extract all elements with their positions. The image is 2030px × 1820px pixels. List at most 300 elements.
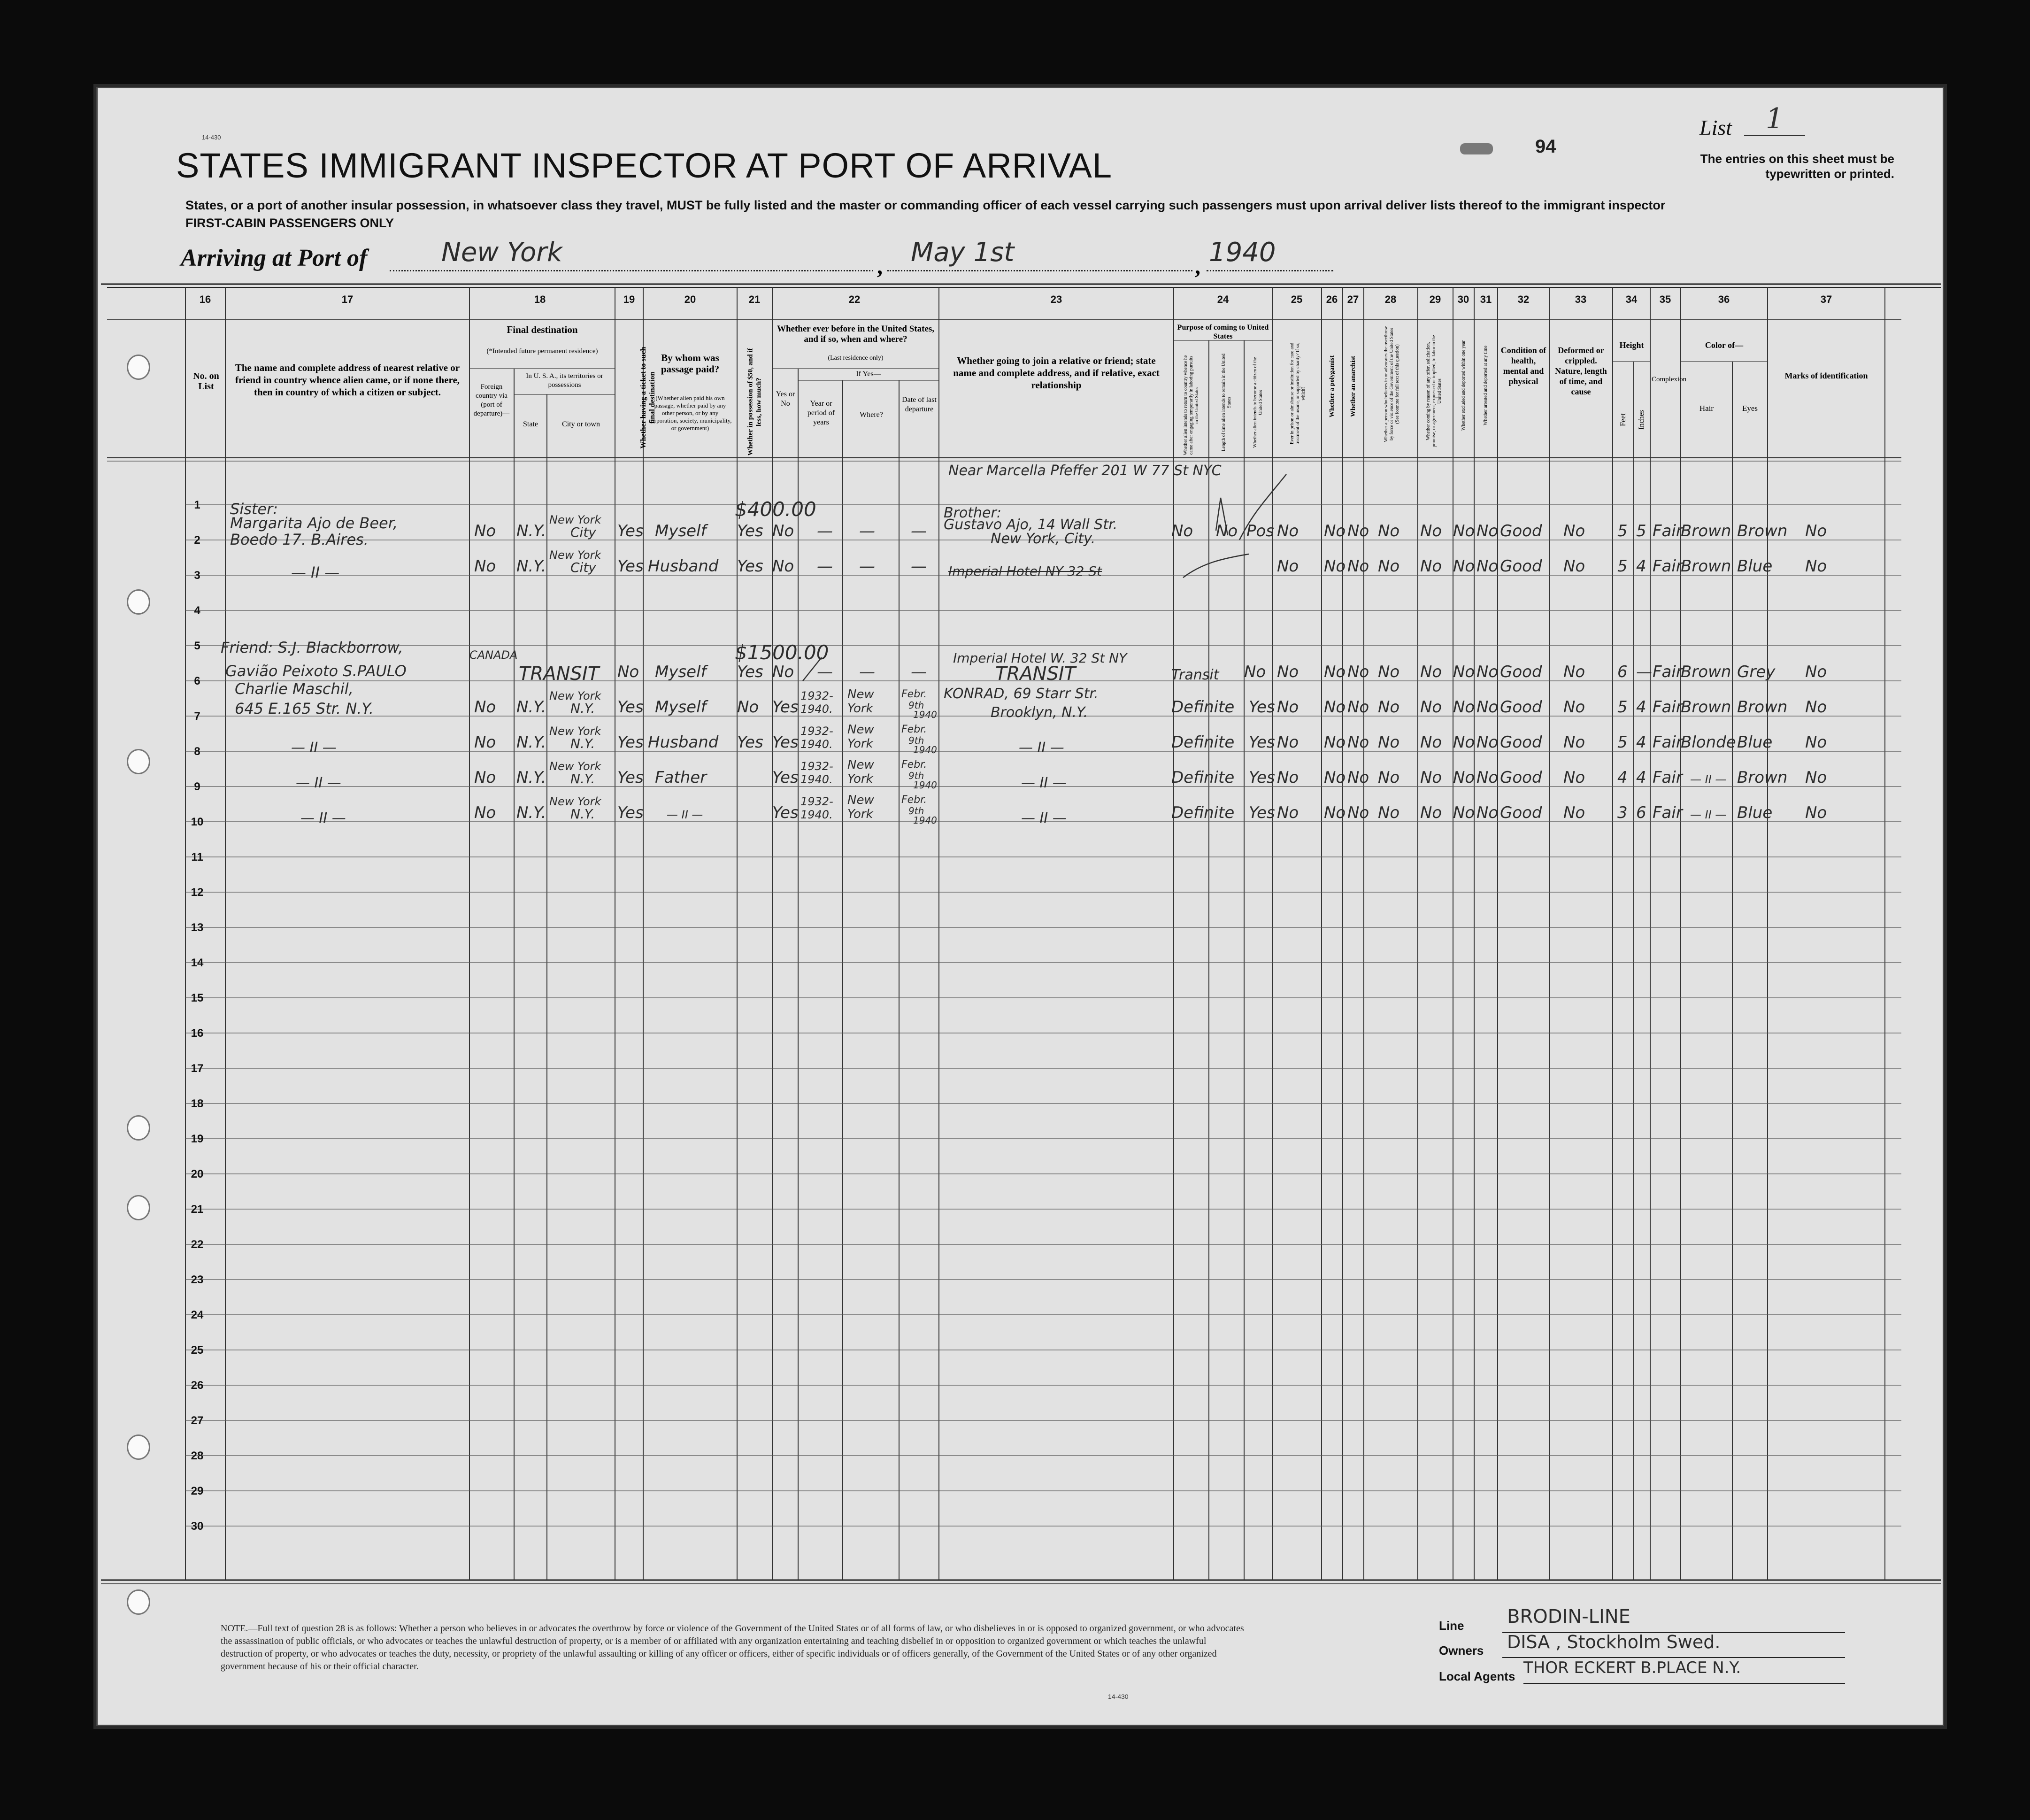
date-value: May 1st	[911, 237, 1015, 268]
col-30-header: Whether excluded and deported within one year	[1461, 340, 1466, 431]
col-36-header: Color of—	[1705, 340, 1744, 350]
row2-cell: No	[1563, 522, 1585, 540]
column-number: 23	[1050, 293, 1062, 305]
row2-money: $400.00	[735, 498, 816, 521]
row8-cell: No	[1563, 733, 1585, 752]
row-number: 12	[191, 886, 204, 899]
col-27-header: Whether an anarchist	[1350, 355, 1357, 417]
row6-cell: No	[1277, 663, 1299, 681]
row9-cell: Febr.	[901, 759, 927, 771]
row3-cell: 4	[1636, 557, 1646, 576]
row9-cell: — II —	[1690, 773, 1727, 786]
row6-cell: —	[1636, 663, 1652, 681]
row9-cell: Father	[655, 768, 707, 787]
row10-cell: No	[474, 803, 496, 822]
col-33-header: Deformed or crippled. Nature, length of time, and cause	[1555, 346, 1607, 396]
row-number: 7	[194, 710, 200, 723]
col-18-city: City or town	[562, 420, 600, 428]
row-number: 25	[191, 1344, 204, 1357]
row2-join-address: New York, City.	[991, 531, 1096, 547]
column-number: 18	[534, 293, 546, 305]
row1-note: Near Marcella Pfeffer 201 W 77 St NYC	[948, 463, 1222, 479]
row8-cell: Yes	[737, 733, 763, 752]
row8-cell: 9th	[908, 735, 924, 746]
column-number: 20	[684, 293, 696, 305]
col-36-hair: Hair	[1699, 404, 1714, 413]
row9-cell: No	[1324, 768, 1346, 787]
row-number: 28	[191, 1450, 204, 1462]
row8-cell: No	[1420, 733, 1442, 752]
row-number: 5	[194, 640, 200, 652]
column-number: 33	[1575, 293, 1587, 305]
row10-cell: York	[847, 807, 873, 821]
row10-cell: N.Y.	[570, 806, 595, 822]
row2-cell: Brown	[1681, 522, 1731, 540]
column-number: 25	[1291, 293, 1303, 305]
col-22-where: Where?	[860, 411, 883, 419]
column-number: 21	[748, 293, 761, 305]
row3-cell: City	[570, 560, 596, 575]
column-number: 34	[1625, 293, 1638, 305]
row-number: 23	[191, 1273, 204, 1286]
col-22-header: Whether ever before in the United States, and if so, when and where?	[777, 324, 935, 344]
row3-cell: Fair	[1653, 557, 1683, 576]
row-number: 6	[194, 675, 200, 687]
row6-cell: Yes	[737, 663, 763, 681]
page-title: STATES IMMIGRANT INSPECTOR AT PORT OF ARRIVAL	[176, 146, 1113, 185]
row7-cell: No	[737, 698, 759, 717]
row8-cell: N.Y.	[516, 733, 546, 752]
row3-cell: —	[859, 557, 875, 576]
row3-cell: N.Y.	[516, 557, 546, 576]
line-label: Line	[1439, 1619, 1464, 1633]
column-number: 24	[1217, 293, 1229, 305]
row8-cell: No	[1324, 733, 1346, 752]
footnote-question-28: NOTE.—Full text of question 28 is as follows: Whether a person who believes in or advocates the overthrow by force or violence of the Government of the United States or of all forms of law, or who disbelieves in or is opposed to organized government, or who advocates the assassination of public officials, or who advocates or teaches the unlawful destruction of property, or is a member of or affiliated with any organization entertaining and teaching disbelief in or opposition to organized government or which teaches the unlawful destruction of property, or who advocates or teaches the duty, necessity, or propriety of the unlawful assaulting or killing of any officer or officers, either of specific individuals or of officers generally, of the Government of the United States or of any other organized government because of his or their official character.	[221, 1623, 1244, 1672]
row10-cell: 3	[1617, 803, 1628, 822]
row7-cell: New	[847, 687, 874, 702]
row9-cell: 1940	[913, 779, 937, 791]
row7-cell: Yes	[772, 698, 799, 717]
row3-relative: — II —	[291, 563, 340, 581]
row-number: 14	[191, 956, 204, 969]
row8-cell: York	[847, 737, 873, 751]
row6-cell: Fair	[1653, 663, 1683, 681]
row9-cell: Fair	[1653, 768, 1683, 787]
row-number: 9	[194, 780, 200, 793]
row7-cell: York	[847, 702, 873, 716]
row7-cell: No	[1277, 698, 1299, 717]
row10-cell: No	[1453, 803, 1475, 822]
row3-cell: No	[1453, 557, 1475, 576]
row-number: 17	[191, 1062, 204, 1075]
row7-cell: No	[1347, 698, 1369, 717]
row9-cell: New York	[549, 760, 601, 773]
row10-cell: Definite	[1171, 803, 1235, 822]
row10-cell: 6	[1636, 803, 1646, 822]
row2-cell: —	[911, 522, 927, 540]
owners-value: DISA , Stockholm Swed.	[1507, 1632, 1721, 1652]
row7-cell: Febr.	[901, 688, 927, 700]
row-number: 27	[191, 1414, 204, 1427]
row3-cell: Brown	[1681, 557, 1731, 576]
row10-cell: Febr.	[901, 794, 927, 806]
column-number: 37	[1820, 293, 1832, 305]
row6-cell: 6	[1617, 663, 1628, 681]
row-number: 20	[191, 1168, 204, 1180]
port-value: New York	[441, 237, 562, 268]
row2-cell: No	[1805, 522, 1827, 540]
row7-cell: Brown	[1681, 698, 1731, 717]
row8-cell: Febr.	[901, 724, 927, 735]
row2-join-name: Gustavo Ajo, 14 Wall Str.	[944, 517, 1118, 533]
row6-cell: Good	[1500, 663, 1542, 681]
row8-cell: Blue	[1737, 733, 1773, 752]
row7-cell: Brown	[1737, 698, 1788, 717]
row10-join: — II —	[1021, 810, 1067, 826]
row7-cell: 1940	[913, 709, 937, 720]
year-value: 1940	[1209, 237, 1276, 268]
row9-cell: New	[847, 758, 874, 772]
row2-cell: —	[817, 522, 833, 540]
row10-cell: New York	[549, 795, 601, 808]
row3-cell: —	[817, 557, 833, 576]
col-22-yesno: Yes or No	[776, 390, 795, 408]
col-34-feet: Feet	[1619, 413, 1627, 426]
row-number: 8	[194, 745, 200, 758]
row8-cell: 5	[1617, 733, 1628, 752]
col-18-state: State	[523, 420, 538, 428]
row2-cell: No	[1453, 522, 1475, 540]
row7-cell: New York	[549, 689, 601, 702]
row9-cell: Yes	[1249, 768, 1275, 787]
row2-cell: —	[859, 522, 875, 540]
row8-cell: Blonde	[1681, 733, 1736, 752]
row9-cell: Brown	[1737, 768, 1788, 787]
row2-cell: No	[1277, 522, 1299, 540]
row6-destination: TRANSIT	[519, 663, 600, 685]
row6-cell: No	[772, 663, 794, 681]
col-23-header: Whether going to join a relative or friend; state name and complete address, and if relative, exact relationship	[953, 355, 1160, 391]
row8-cell: No	[1453, 733, 1475, 752]
row10-cell: — II —	[667, 808, 703, 821]
row6-cell: —	[817, 663, 833, 681]
row7-cell: No	[1476, 698, 1499, 717]
col-24a: Whether alien intends to return to country whence he came after engaging temporarily in laboring pursuits in the United States	[1183, 355, 1200, 455]
row9-cell: 4	[1617, 768, 1628, 787]
row6-cell: —	[859, 663, 875, 681]
row9-cell: 1932-	[800, 760, 833, 773]
row2-relative-label: Sister:	[230, 500, 278, 518]
col-22-sub: (Last residence only)	[828, 355, 884, 362]
row7-cell: 4	[1636, 698, 1646, 717]
row9-cell: 1940.	[800, 773, 833, 786]
row2-cell: Good	[1500, 522, 1542, 540]
col-18-sub: (*Intended future permanent residence)	[486, 347, 598, 355]
row-number: 13	[191, 921, 204, 934]
row2-cell: Pos	[1246, 522, 1275, 540]
col-36-eyes: Eyes	[1742, 404, 1758, 413]
col-26-header: Whether a polygamist	[1329, 355, 1336, 417]
row9-cell: Good	[1500, 768, 1542, 787]
row2-cell: Fair	[1653, 522, 1683, 540]
row6-cell: No	[1563, 663, 1585, 681]
row3-cell: No	[1324, 557, 1346, 576]
row2-cell: N.Y.	[516, 522, 546, 540]
row-number: 29	[191, 1485, 204, 1497]
row3-cell: New York	[549, 548, 601, 562]
row7-join-name: KONRAD, 69 Starr Str.	[944, 686, 1099, 702]
row7-cell: 1940.	[800, 702, 833, 716]
row8-cell: Definite	[1171, 733, 1235, 752]
entries-note: The entries on this sheet must be typewritten or printed.	[1700, 152, 1894, 181]
row8-cell: New	[847, 723, 874, 737]
col-28-header: Whether a person who believes in or advocates the overthrow by force or violence of the Government of the United States (See footnote for full text of this question)	[1384, 326, 1400, 442]
row5-money: $1500.00	[735, 641, 829, 664]
row8-cell: No	[474, 733, 496, 752]
form-number-bottom: 14-430	[1108, 1693, 1129, 1700]
row2-cell: Yes	[737, 522, 763, 540]
row2-cell: No	[474, 522, 496, 540]
col-24b: Length of time alien intends to remain in the United States	[1221, 354, 1232, 452]
row-number: 16	[191, 1027, 204, 1040]
row2-cell: No	[1378, 522, 1400, 540]
row10-cell: No	[1277, 803, 1299, 822]
row9-cell: No	[474, 768, 496, 787]
row8-cell: Yes	[1249, 733, 1275, 752]
row3-cell: No	[1378, 557, 1400, 576]
col-37-header: Marks of identification	[1784, 371, 1868, 380]
row3-cell: Yes	[617, 557, 644, 576]
col-19-header: Whether having a ticket to such final destination	[639, 347, 656, 449]
col-22-period: Year or period of years	[807, 400, 835, 426]
row8-cell: No	[1378, 733, 1400, 752]
row6-cell: No	[1420, 663, 1442, 681]
row10-cell: No	[1324, 803, 1346, 822]
agents-label: Local Agents	[1439, 1669, 1515, 1683]
row3-cell: Blue	[1737, 557, 1773, 576]
row7-relative-address: 645 E.165 Str. N.Y.	[235, 700, 374, 717]
row-number: 21	[191, 1203, 204, 1216]
row-number: 19	[191, 1133, 204, 1145]
row10-cell: New	[847, 793, 874, 807]
row10-cell: Yes	[617, 803, 644, 822]
row3-cell: No	[1476, 557, 1499, 576]
row2-join-label: Brother:	[944, 505, 1001, 521]
row7-cell: 5	[1617, 698, 1628, 717]
row2-cell: City	[570, 524, 596, 540]
row9-cell: No	[1277, 768, 1299, 787]
row7-cell: No	[1324, 698, 1346, 717]
owners-label: Owners	[1439, 1643, 1484, 1658]
row7-cell: Yes	[1249, 698, 1275, 717]
row-number: 2	[194, 534, 200, 547]
row3-cell: No	[1420, 557, 1442, 576]
row2-cell: 5	[1617, 522, 1628, 540]
row6-cell: No	[1453, 663, 1475, 681]
row7-cell: No	[1453, 698, 1475, 717]
row6-relative: Gavião Peixoto S.PAULO	[225, 662, 407, 680]
row9-cell: No	[1378, 768, 1400, 787]
row10-cell: Blue	[1737, 803, 1773, 822]
row8-cell: 1940.	[800, 738, 833, 751]
row-number: 3	[194, 569, 200, 582]
col-17-header: The name and complete address of nearest relative or friend in country whence alien came, or if none there, then in country of which a citizen or subject.	[235, 362, 460, 398]
column-number: 27	[1347, 293, 1359, 305]
row10-cell: 1940	[913, 815, 937, 826]
line-value: BRODIN-LINE	[1507, 1606, 1630, 1627]
column-number: 32	[1517, 293, 1530, 305]
row7-cell: N.Y.	[570, 701, 595, 716]
row6-cell: No	[1244, 663, 1266, 681]
row10-cell: Yes	[1249, 803, 1275, 822]
col-34-inches: Inches	[1638, 410, 1646, 430]
row6-foreign: CANADA	[469, 648, 518, 662]
row9-cell: No	[1563, 768, 1585, 787]
row8-join: — II —	[1019, 740, 1064, 756]
row6-join: TRANSIT	[995, 663, 1076, 685]
row8-cell: Fair	[1653, 733, 1683, 752]
column-number: 19	[623, 293, 635, 305]
row7-relative-name: Charlie Maschil,	[235, 680, 354, 698]
row8-cell: Husband	[648, 733, 719, 752]
row6-cell: No	[1805, 663, 1827, 681]
arriving-label: Arriving at Port of	[181, 245, 368, 271]
row7-cell: No	[1563, 698, 1585, 717]
row3-cell: No	[1277, 557, 1299, 576]
row3-cell: No	[1805, 557, 1827, 576]
col-29-header: Whether coming by reason of any offer, solicitation, promise, or agreement, expressed or implied, to labor in the United States	[1426, 335, 1442, 447]
col-18-header: Final destination	[507, 324, 578, 335]
row8-cell: Yes	[772, 733, 799, 752]
row7-cell: 1932-	[800, 689, 833, 702]
row-number: 1	[194, 499, 200, 511]
row3-cell: Good	[1500, 557, 1542, 576]
col-21-header: Whether in possession of $50, and if less, how much?	[746, 348, 763, 456]
row8-cell: Good	[1500, 733, 1542, 752]
row8-cell: N.Y.	[570, 736, 595, 751]
column-number: 30	[1457, 293, 1469, 305]
row7-cell: Good	[1500, 698, 1542, 717]
row3-cell: Yes	[737, 557, 763, 576]
row9-cell: 4	[1636, 768, 1646, 787]
list-label: List	[1699, 116, 1732, 139]
row-number: 24	[191, 1309, 204, 1321]
row8-cell: No	[1347, 733, 1369, 752]
row9-cell: N.Y.	[516, 768, 546, 787]
row6-cell: Brown	[1681, 663, 1731, 681]
row9-cell: Definite	[1171, 768, 1235, 787]
row7-cell: N.Y.	[516, 698, 546, 717]
row7-cell: No	[1378, 698, 1400, 717]
row10-cell: 1940.	[800, 808, 833, 821]
row8-cell: No	[1476, 733, 1499, 752]
col-22-date: Date of last departure	[902, 396, 937, 413]
row9-cell: No	[1453, 768, 1475, 787]
row6-purpose: Transit	[1171, 667, 1219, 683]
column-number: 22	[848, 293, 861, 305]
row7-cell: Yes	[617, 698, 644, 717]
class-label: FIRST-CABIN PASSENGERS ONLY	[185, 216, 394, 230]
row3-cell: No	[474, 557, 496, 576]
row2-cell: 5	[1636, 522, 1646, 540]
row-number: 26	[191, 1379, 204, 1392]
col-22-ifyes: If Yes—	[856, 370, 881, 378]
row2-cell: New York	[549, 513, 601, 526]
agents-value: THOR ECKERT B.PLACE N.Y.	[1523, 1658, 1741, 1677]
row-number: 15	[191, 992, 204, 1004]
row6-cell: Grey	[1737, 663, 1776, 681]
column-number: 31	[1480, 293, 1492, 305]
row3-cell: 5	[1617, 557, 1628, 576]
column-number: 17	[341, 293, 354, 305]
row9-cell: No	[1805, 768, 1827, 787]
column-number: 28	[1384, 293, 1397, 305]
row8-cell: No	[1277, 733, 1299, 752]
row2-cell: No	[1347, 522, 1369, 540]
row6-cell: Myself	[655, 663, 707, 681]
col-31-header: Whether arrested and deported at any time	[1483, 346, 1488, 425]
stamp-number: 94	[1535, 136, 1556, 157]
row10-cell: No	[1805, 803, 1827, 822]
row-number: 10	[191, 816, 204, 828]
col-16-header: No. on List	[193, 371, 219, 392]
row3-cell: No	[1347, 557, 1369, 576]
row-number: 22	[191, 1238, 204, 1251]
row9-relative: — II —	[296, 775, 341, 791]
col-35-header: Complexion	[1652, 376, 1687, 383]
row8-cell: 1932-	[800, 725, 833, 738]
row10-cell: No	[1563, 803, 1585, 822]
row6-cell: —	[911, 663, 927, 681]
row10-cell: N.Y.	[516, 803, 546, 822]
row9-join: — II —	[1021, 775, 1067, 791]
row10-cell: Good	[1500, 803, 1542, 822]
row5-join-note: Imperial Hotel W. 32 St NY	[953, 650, 1127, 666]
col-25-header: Ever in prison or almshouse or institution for care and treatment of the insane, or supported by charity? If so, which?	[1290, 342, 1306, 445]
row2-cell: Yes	[617, 522, 644, 540]
col-18-foreign: Foreign country via (port of departure)—	[473, 383, 510, 417]
row9-cell: No	[1347, 768, 1369, 787]
row2-cell: No	[1476, 522, 1499, 540]
form-number-top: 14-430	[202, 134, 221, 141]
row2-cell: No	[1420, 522, 1442, 540]
column-number: 26	[1326, 293, 1338, 305]
row10-relative: — II —	[300, 810, 346, 826]
col-20-sub: (Whether alien paid his own passage, whether paid by any other person, or by any corporation, society, municipality, or government)	[648, 394, 732, 432]
row2-relative-name: Margarita Ajo de Beer,	[230, 514, 398, 532]
row10-cell: — II —	[1690, 808, 1727, 821]
row8-cell: No	[1805, 733, 1827, 752]
row9-cell: No	[1476, 768, 1499, 787]
row7-cell: No	[474, 698, 496, 717]
row8-cell: 4	[1636, 733, 1646, 752]
row6-cell: No	[1324, 663, 1346, 681]
col-24-header: Purpose of coming to United States	[1177, 324, 1269, 340]
row10-cell: 9th	[908, 805, 924, 817]
page-subtitle: States, or a port of another insular possession, in whatsoever class they travel, MUST be fully listed and the master or commanding officer of each vessel carrying such passengers must upon arrival deliver lists thereof to the immigrant inspector	[185, 198, 1666, 212]
row-number: 30	[191, 1520, 204, 1533]
row6-cell: No	[1476, 663, 1499, 681]
row8-cell: New York	[549, 725, 601, 738]
row6-cell: No	[617, 663, 639, 681]
row3-cell: —	[911, 557, 927, 576]
row8-cell: 1940	[913, 744, 937, 756]
row7-cell: No	[1805, 698, 1827, 717]
row8-relative: — II —	[291, 740, 337, 756]
row10-cell: No	[1347, 803, 1369, 822]
row10-cell: No	[1476, 803, 1499, 822]
